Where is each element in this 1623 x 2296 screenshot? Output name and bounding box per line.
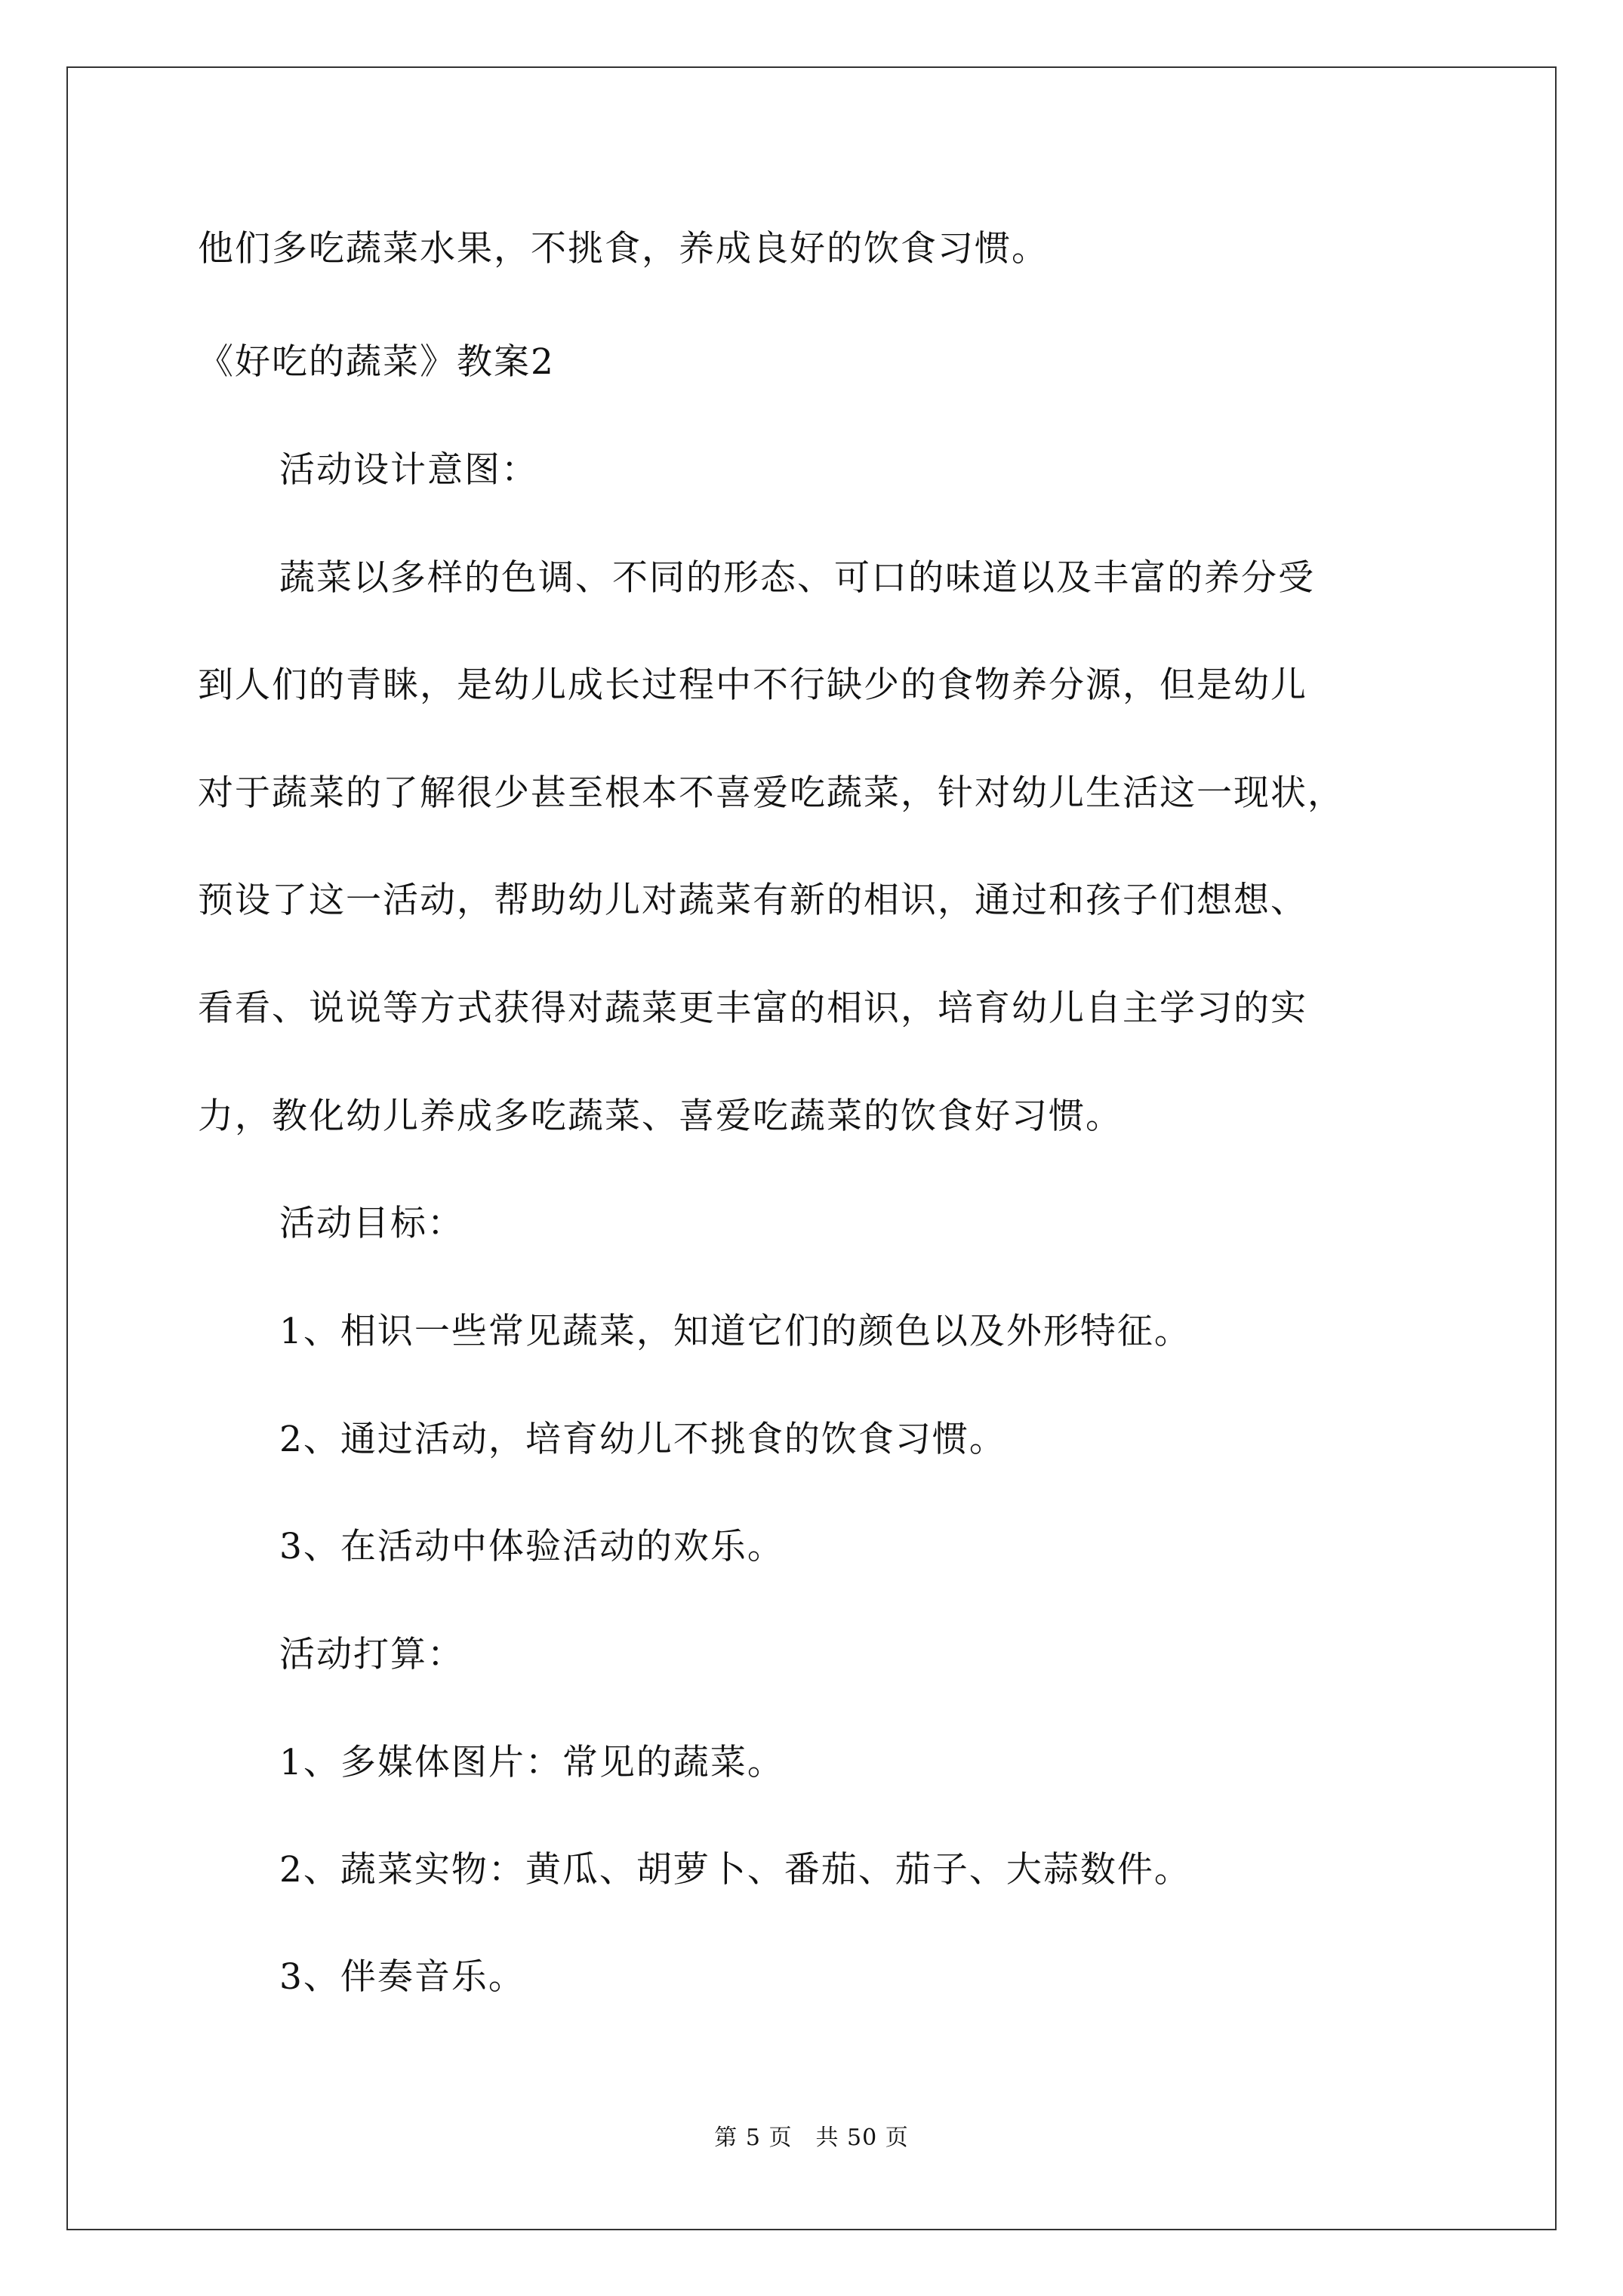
page-number-footer: 第 5 页 共 50 页 [714,2125,909,2151]
paragraph-line: 到人们的青睐，是幼儿成长过程中不行缺少的食物养分源，但是幼儿 [198,664,1307,706]
lesson-title: 《好吃的蔬菜》教案2 [198,341,555,383]
paragraph-line: 力，教化幼儿养成多吃蔬菜、喜爱吃蔬菜的饮食好习惯。 [198,1096,1123,1137]
paragraph-line: 蔬菜以多样的色调、不同的形态、可口的味道以及丰富的养分受 [279,557,1315,599]
paragraph-line: 他们多吃蔬菜水果，不挑食，养成良好的饮食习惯。 [198,228,1049,270]
section-heading-preparation: 活动打算： [279,1634,464,1675]
paragraph-line: 预设了这一活动，帮助幼儿对蔬菜有新的相识，通过和孩子们想想、 [198,880,1307,921]
list-item: 1、相识一些常见蔬菜，知道它们的颜色以及外形特征。 [279,1311,1191,1352]
list-item: 2、通过活动，培育幼儿不挑食的饮食习惯。 [279,1419,1006,1460]
list-item: 3、伴奏音乐。 [279,1956,525,1998]
list-item: 2、蔬菜实物：黄瓜、胡萝卜、番茄、茄子、大蒜数件。 [279,1849,1191,1891]
page-border [66,66,1557,2230]
list-item: 3、在活动中体验活动的欢乐。 [279,1526,784,1567]
section-heading-goals: 活动目标： [279,1203,464,1244]
paragraph-line: 看看、说说等方式获得对蔬菜更丰富的相识，培育幼儿自主学习的实 [198,988,1307,1029]
list-item: 1、多媒体图片：常见的蔬菜。 [279,1742,784,1783]
paragraph-line: 对于蔬菜的了解很少甚至根本不喜爱吃蔬菜，针对幼儿生活这一现状， [198,772,1344,814]
section-heading-design-intent: 活动设计意图： [279,449,538,491]
